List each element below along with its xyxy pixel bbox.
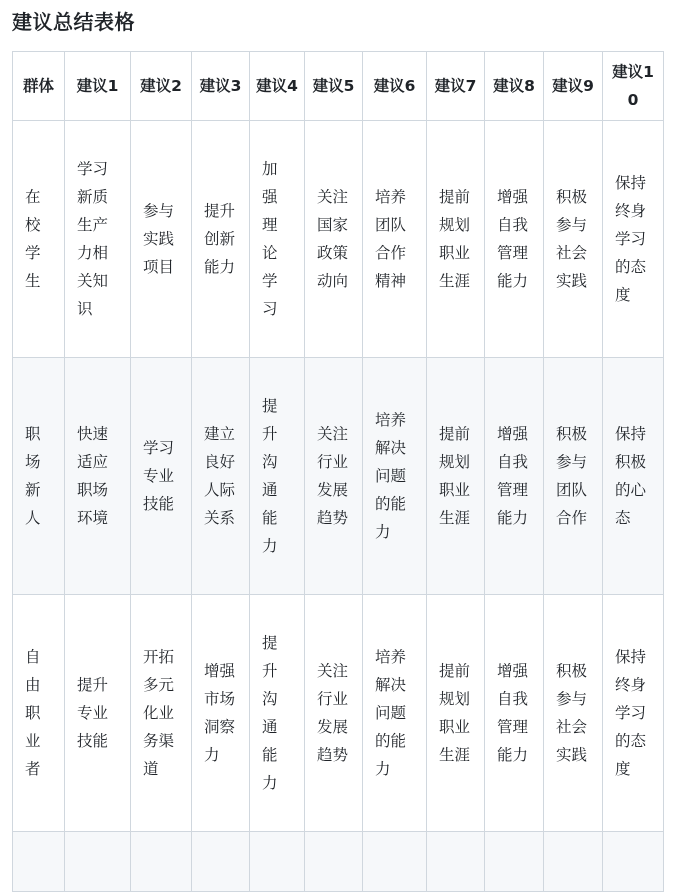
- header-cell-suggestion-3: 建议3: [192, 52, 250, 121]
- table-cell: 自由职业者: [13, 595, 65, 832]
- table-cell: 增强自我管理能力: [485, 121, 544, 358]
- table-cell: 学习新质生产力相关知识: [65, 121, 131, 358]
- table-cell: 学习专业技能: [131, 358, 192, 595]
- table-cell: 提升专业技能: [65, 595, 131, 832]
- header-cell-suggestion-7: 建议7: [427, 52, 485, 121]
- table-cell: 提前规划职业生涯: [427, 358, 485, 595]
- table-cell: 提前规划职业生涯: [427, 121, 485, 358]
- table-cell: 提升沟通能力: [250, 358, 305, 595]
- table-cell: 保持终身学习的态度: [603, 121, 664, 358]
- page-title: 建议总结表格: [12, 10, 135, 34]
- table-row: [13, 358, 664, 595]
- table-cell: 关注行业发展趋势: [305, 595, 363, 832]
- header-cell-suggestion-8: 建议8: [485, 52, 544, 121]
- table-cell: 积极参与团队合作: [544, 358, 603, 595]
- table-row: [13, 121, 664, 358]
- table-cell: 开拓多元化业务渠道: [131, 595, 192, 832]
- table-cell: 关注国家政策动向: [305, 121, 363, 358]
- header-cell-suggestion-10: 建议10: [603, 52, 664, 121]
- table-cell: 培养解决问题的能力: [363, 358, 427, 595]
- summary-table: [12, 51, 664, 892]
- table-cell: 职场新人: [13, 358, 65, 595]
- table-cell: 在校学生: [13, 121, 65, 358]
- table-cell: 增强自我管理能力: [485, 595, 544, 832]
- table-header-row: [13, 52, 664, 121]
- table-cell: 增强市场洞察力: [192, 595, 250, 832]
- table-cell: 快速适应职场环境: [65, 358, 131, 595]
- table-cell: 提前规划职业生涯: [427, 595, 485, 832]
- table-cell: 培养团队合作精神: [363, 121, 427, 358]
- header-cell-suggestion-2: 建议2: [131, 52, 192, 121]
- table-cell: 积极参与社会实践: [544, 595, 603, 832]
- table-cell: 建立良好人际关系: [192, 358, 250, 595]
- header-cell-suggestion-6: 建议6: [363, 52, 427, 121]
- table-cell: 提升沟通能力: [250, 595, 305, 832]
- table-cell: 增强自我管理能力: [485, 358, 544, 595]
- table-cell: 保持终身学习的态度: [603, 595, 664, 832]
- header-cell-suggestion-4: 建议4: [250, 52, 305, 121]
- table-cell: 培养解决问题的能力: [363, 595, 427, 832]
- table-cell: 参与实践项目: [131, 121, 192, 358]
- table-row: [13, 595, 664, 832]
- header-cell-group: 群体: [13, 52, 65, 121]
- table-cell: 积极参与社会实践: [544, 121, 603, 358]
- table-cell: 提升创新能力: [192, 121, 250, 358]
- header-cell-suggestion-1: 建议1: [65, 52, 131, 121]
- table-cell: 关注行业发展趋势: [305, 358, 363, 595]
- header-cell-suggestion-5: 建议5: [305, 52, 363, 121]
- header-cell-suggestion-9: 建议9: [544, 52, 603, 121]
- table-cell: 保持积极的心态: [603, 358, 664, 595]
- table-cell: 加强理论学习: [250, 121, 305, 358]
